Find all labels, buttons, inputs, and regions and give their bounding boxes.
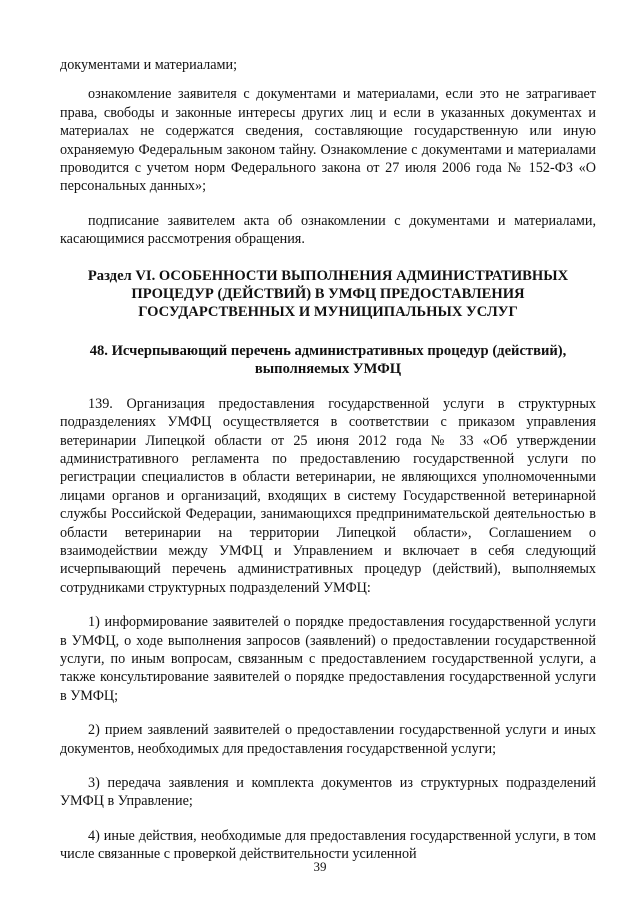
continuation-text: документами и материалами; — [60, 57, 238, 73]
paragraph-139: 139. Организация предоставления государственной услуги в структурных подразделениях УМФЦ осуществляется в соответствии с приказом управления ветеринарии Липецкой области от 25 июня 2012 года № 33 «Об утверждении административного регламента по предоставлению государственной услуги по регистрации специалистов в области ветеринарии, не являющихся уполномоченными лицами органов и организаций, входящих в систему Государственной ветеринарной службы Российской Федерации, занимающихся предпринимательской деятельностью в области ветеринарии на территории Липецкой области», Соглашением о взаимодействии между УМФЦ и Управлением и включает в себя следующий исчерпывающий перечень административных процедур (действий), выполняемых сотрудниками структурных подразделений УМФЦ: — [60, 395, 596, 596]
subsection-title: 48. Исчерпывающий перечень административных процедур (действий), выполняемых УМФЦ — [89, 342, 567, 378]
section-title: Раздел VI. ОСОБЕННОСТИ ВЫПОЛНЕНИЯ АДМИНИСТРАТИВНЫХ ПРОЦЕДУР (ДЕЙСТВИЙ) В УМФЦ ПРЕДОСТАВЛЕНИЯ ГОСУДАРСТВЕННЫХ И МУНИЦИПАЛЬНЫХ УСЛУГ — [87, 267, 569, 321]
list-item: 3) передача заявления и комплекта документов из структурных подразделений УМФЦ в Управление; — [60, 775, 596, 810]
list-item: 1) информирование заявителей о порядке предоставления государственной услуги в УМФЦ, о ходе выполнения запросов (заявлений) о предоставлении государственной услуги, по иным вопросам, связанным с предоставлением государственной услуги, а также консультирование заявителей о порядке предоставления государственной услуги в УМФЦ; — [60, 614, 596, 704]
list-item: 4) иные действия, необходимые для предоставления государственной услуги, в том числе связанные с проверкой действительности усиленной — [60, 827, 596, 863]
paragraph-familiarization: ознакомление заявителя с документами и материалами, если это не затрагивает права, свободы и законные интересы других лиц и если в указанных документах и материалах не содержатся сведения, составляющие государственную или иную охраняемую Федеральным законом тайну. Ознакомление с документами и материалами проводится с учетом норм Федерального закона от 27 июля 2006 года № 152-ФЗ «О персональных данных»; — [60, 86, 596, 195]
list-item: 2) прием заявлений заявителей о предоставлении государственной услуги и иных документов, необходимых для предоставления государственной услуги; — [60, 722, 596, 757]
document-page — [60, 56, 596, 864]
paragraph-signing-act: подписание заявителем акта об ознакомлении с документами и материалами, касающимися рассмотрения обращения. — [60, 212, 596, 248]
page-number: 39 — [313, 859, 327, 874]
